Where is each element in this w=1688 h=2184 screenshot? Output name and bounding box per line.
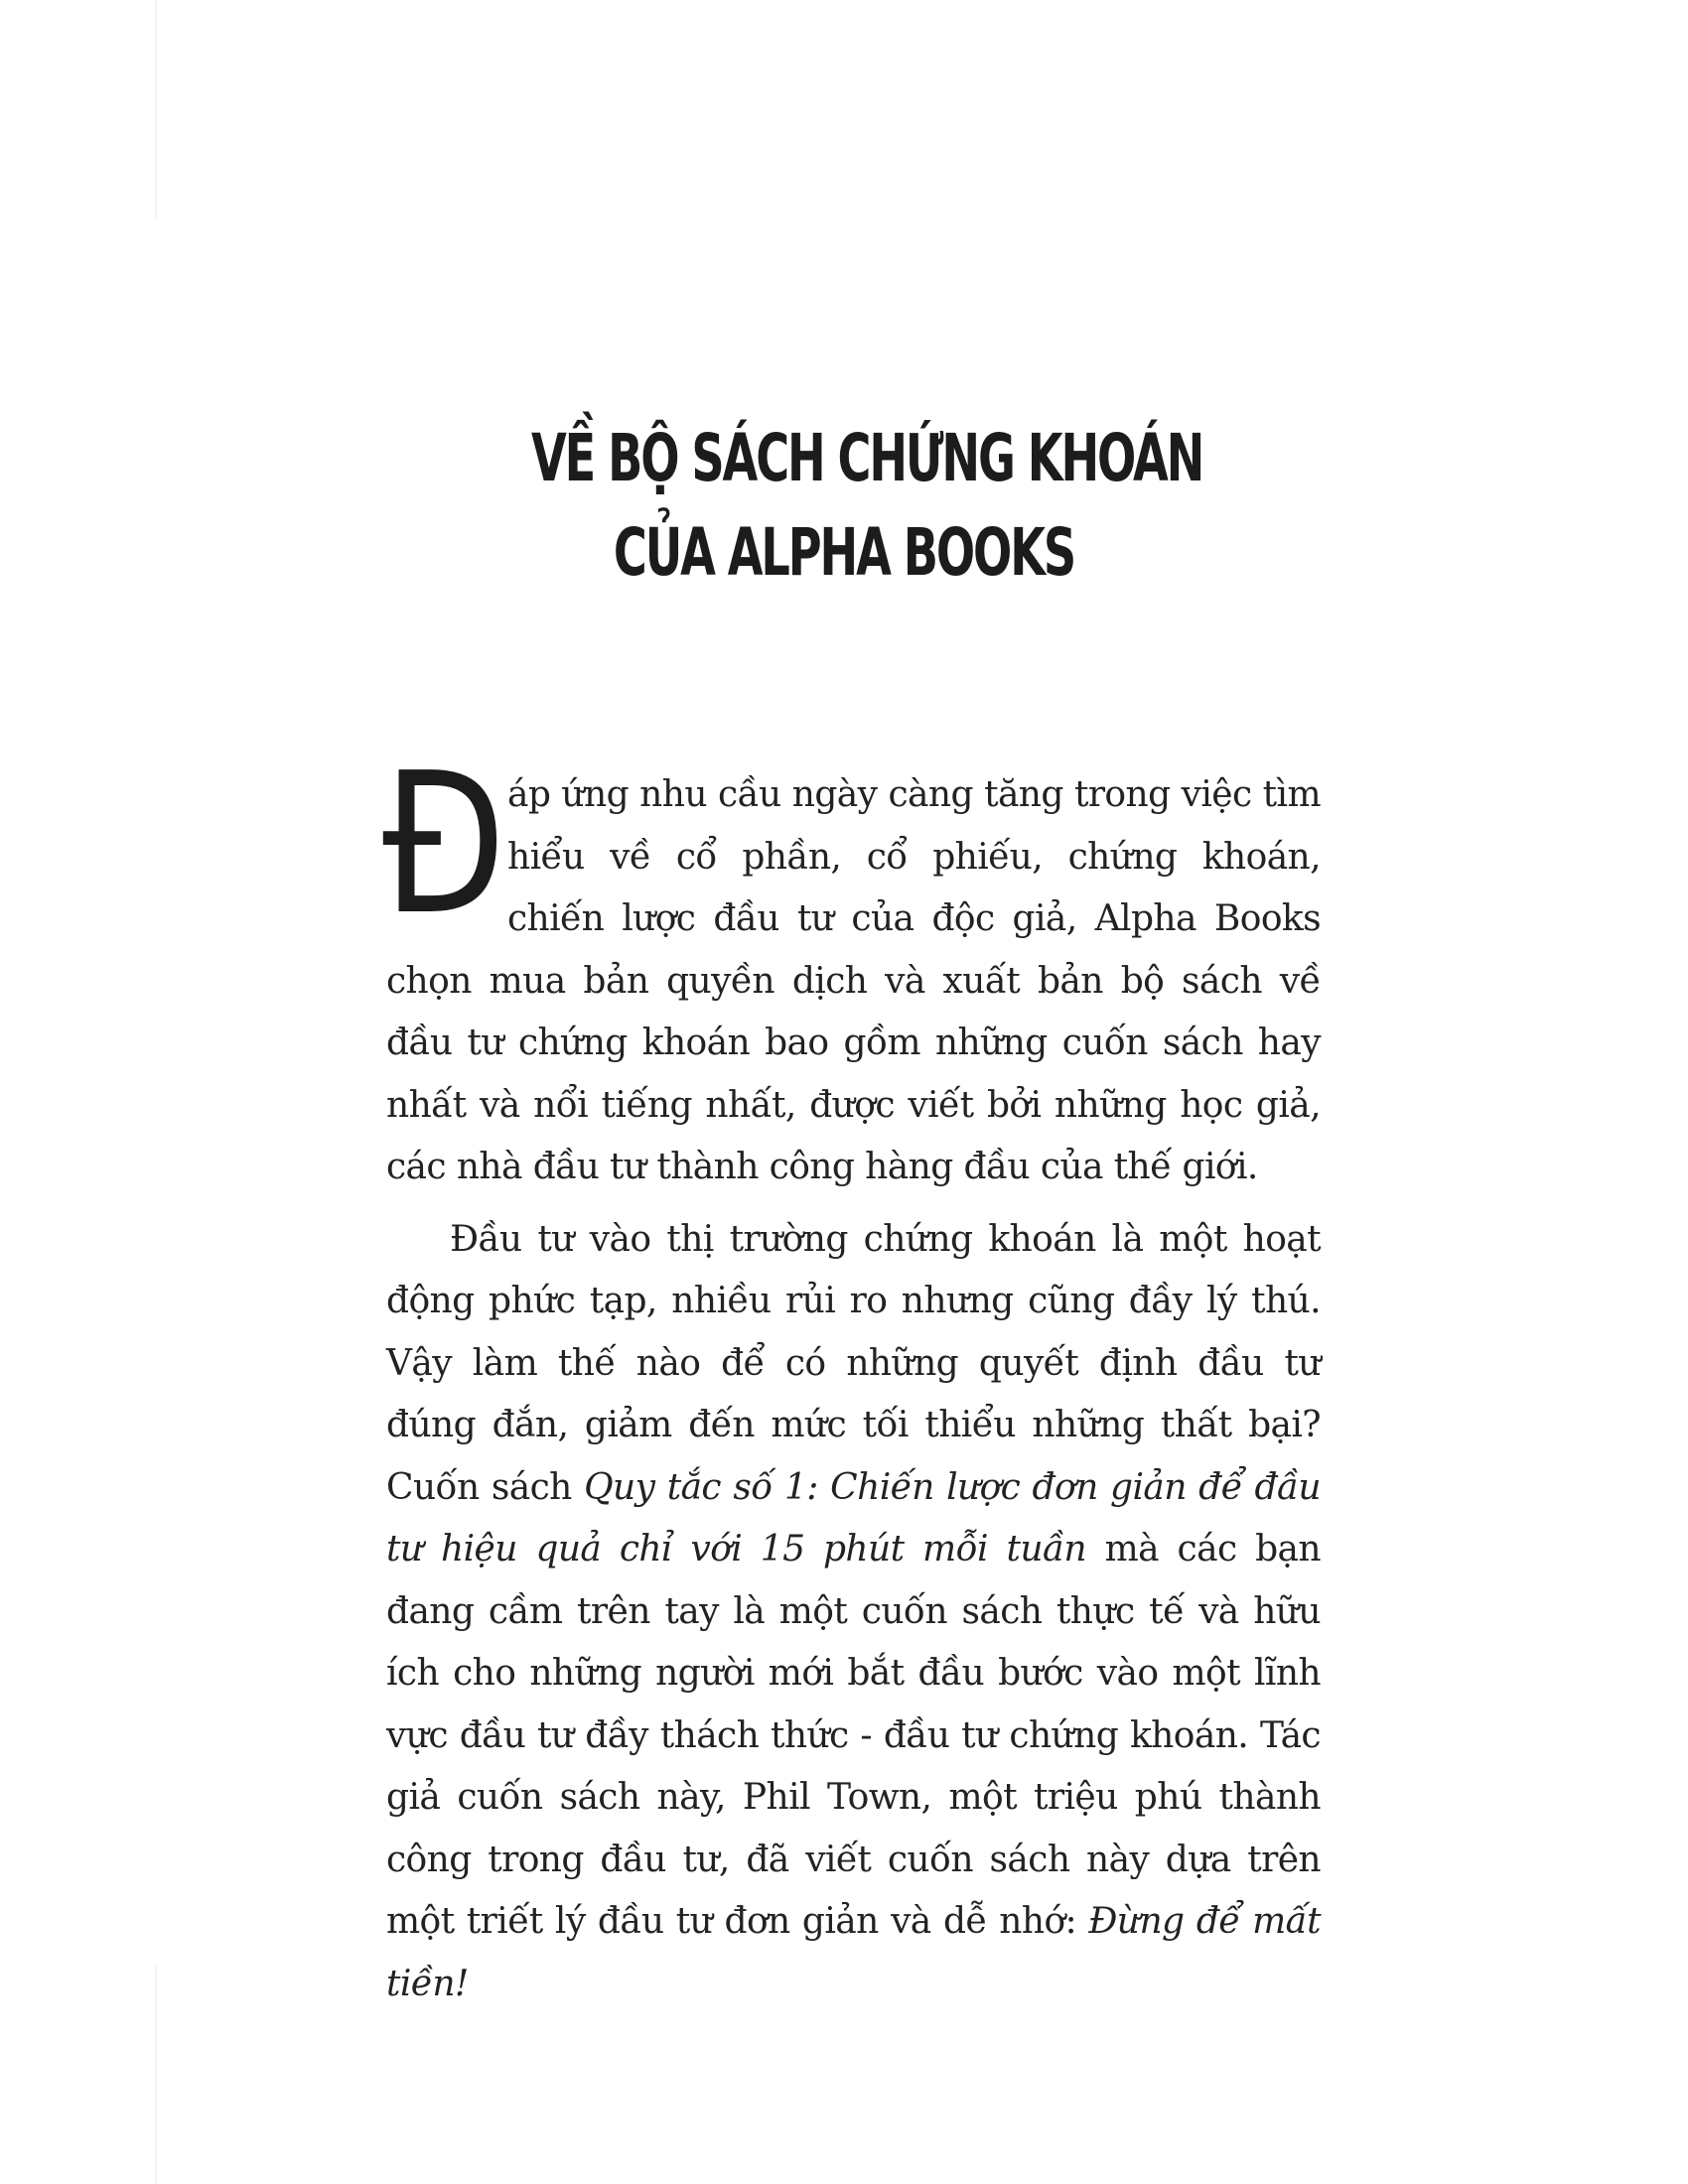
paragraph-2-text-middle: mà các bạn đang cầm trên tay là một cuốn sách thực tế và hữu ích cho những người mới bắt đầu bước vào một lĩnh vực đầu tư đầy thách thức - đầu tư chứng khoán. Tác giả cuốn sách này, Phil Town, một triệu phú thành công trong đầu tư, đã viết cuốn sách này dựa trên một triết lý đầu tư đơn giản và dễ nhớ: xyxy=(386,1529,1322,1942)
drop-cap: Đ xyxy=(382,732,506,958)
paragraph-1-text: áp ứng nhu cầu ngày càng tăng trong việc tìm hiểu về cổ phần, cổ phiếu, chứng khoán, chiến lược đầu tư của độc giả, Alpha Books chọn mua bản quyền dịch và xuất bản bộ sách về đầu tư chứng khoán bao gồm những cuốn sách hay nhất và nổi tiếng nhất, được viết bởi những học giả, các nhà đầu tư thành công hàng đầu của thế giới. xyxy=(386,774,1321,1187)
page-edge-shadow-bottom xyxy=(155,1966,157,2184)
paragraph-2-text-before: Đầu tư vào thị trường chứng khoán là một hoạt động phức tạp, nhiều rủi ro nhưng cũng đầy lý thú. Vậy làm thế nào để có những quyết định đầu tư đúng đắn, giảm đến mức tối thiểu những thất bại? Cuốn sách xyxy=(386,1218,1321,1508)
page-edge-shadow-top xyxy=(155,0,157,218)
chapter-title xyxy=(531,411,1203,600)
book-title-italic: Quy tắc số 1: Chiến lược đơn giản để đầu tư hiệu quả chỉ với 15 phút mỗi tuần xyxy=(386,1466,1321,1570)
paragraph-2 xyxy=(386,1209,1321,2016)
motto-italic: Đừng để mất tiền! xyxy=(386,1901,1322,2004)
chapter-title-line-1: VỀ BỘ SÁCH CHỨNG KHOÁN xyxy=(531,420,1203,497)
chapter-title-line-2: CỦA ALPHA BOOKS xyxy=(613,514,1075,592)
body-text xyxy=(382,732,1322,2015)
paragraph-1 xyxy=(382,732,1321,1199)
